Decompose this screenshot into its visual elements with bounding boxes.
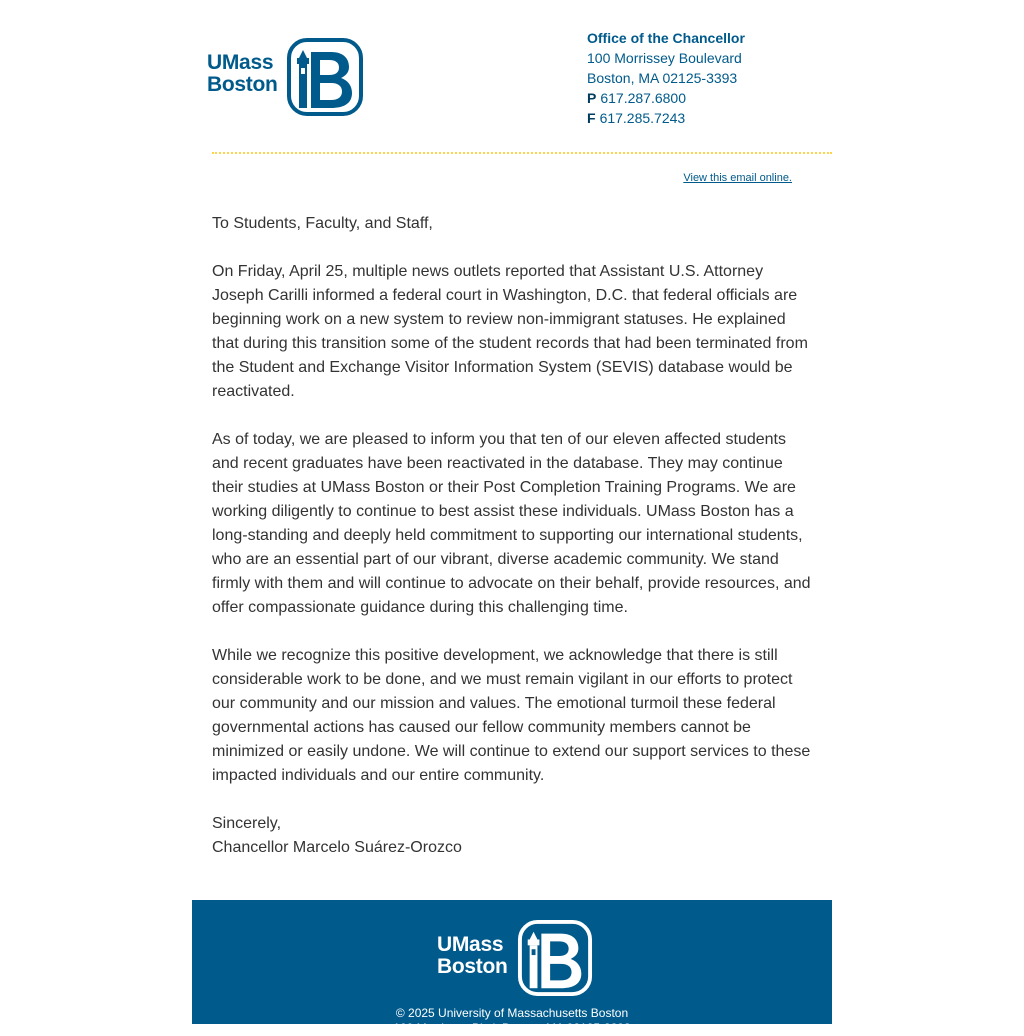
logo-line-boston: Boston — [207, 73, 278, 96]
closing-block — [212, 812, 812, 860]
footer-logo[interactable] — [437, 920, 597, 996]
phone-number[interactable]: 617.287.6800 — [600, 90, 686, 106]
phone-label: P — [587, 90, 597, 106]
office-address-block — [587, 28, 745, 128]
view-email-online-link[interactable]: View this email online. — [683, 172, 792, 184]
email-container — [192, 0, 832, 1035]
footer-logo-line-boston: Boston — [437, 955, 508, 978]
footer-logo-wordmark — [437, 934, 508, 978]
paragraph-1: On Friday, April 25, multiple news outlets reported that Assistant U.S. Attorney Joseph Carilli informed a federal court in Washington, D.C. that federal officials are beginning work on a new system to review non-immigrant statuses. He explained that during this transition some of the student records that had been terminated from the Student and Exchange Visitor Information System (SEVIS) database would be reactivated. — [212, 263, 808, 400]
paragraph-2: As of today, we are pleased to inform you that ten of our eleven affected students and recent graduates have been reactivated in the database. They may continue their studies at UMass Boston or their Post Completion Training Programs. We are working diligently to continue to best assist these individuals. UMass Boston has a long-standing and deeply held commitment to supporting our international students, who are an essential part of our vibrant, diverse academic community. We stand firmly with them and will continue to advocate on their behalf, provide resources, and offer compassionate guidance during this challenging time. — [212, 431, 811, 616]
email-header — [202, 0, 822, 154]
logo-wordmark — [207, 52, 278, 96]
header-divider — [212, 152, 832, 154]
city-state-zip: Boston, MA 02125-3393 — [587, 70, 738, 86]
office-name: Office of the Chancellor — [587, 30, 745, 46]
umass-boston-logo[interactable] — [207, 38, 367, 116]
fax-label: F — [587, 110, 596, 126]
logo-line-umass: UMass — [207, 51, 274, 74]
lighthouse-b-logo-icon — [287, 38, 363, 116]
email-body — [212, 212, 812, 860]
phone-line — [587, 88, 745, 108]
footer-address: 100 Morrissey Blvd. Boston, MA 02125-3393 — [393, 1021, 631, 1035]
footer-lighthouse-b-logo-icon — [517, 920, 593, 996]
closing-salutation: Sincerely, — [212, 815, 282, 832]
footer-copyright-block — [192, 1006, 832, 1036]
signature: Chancellor Marcelo Suárez-Orozco — [212, 839, 462, 856]
footer-copyright: © 2025 University of Massachusetts Boston — [395, 1006, 629, 1020]
email-footer — [192, 900, 832, 1035]
fax-number: 617.285.7243 — [599, 110, 686, 126]
footer-logo-line-umass: UMass — [437, 933, 504, 956]
street-address: 100 Morrissey Boulevard — [587, 50, 742, 66]
paragraph-3: While we recognize this positive development, we acknowledge that there is still considerable work to be done, and we must remain vigilant in our efforts to protect our community and our mission and values. The emotional turmoil these federal governmental actions has caused our fellow community members cannot be minimized or easily undone. We will continue to extend our support services to these impacted individuals and our entire community. — [212, 647, 811, 784]
greeting: To Students, Faculty, and Staff, — [212, 215, 433, 232]
fax-line — [587, 108, 745, 128]
